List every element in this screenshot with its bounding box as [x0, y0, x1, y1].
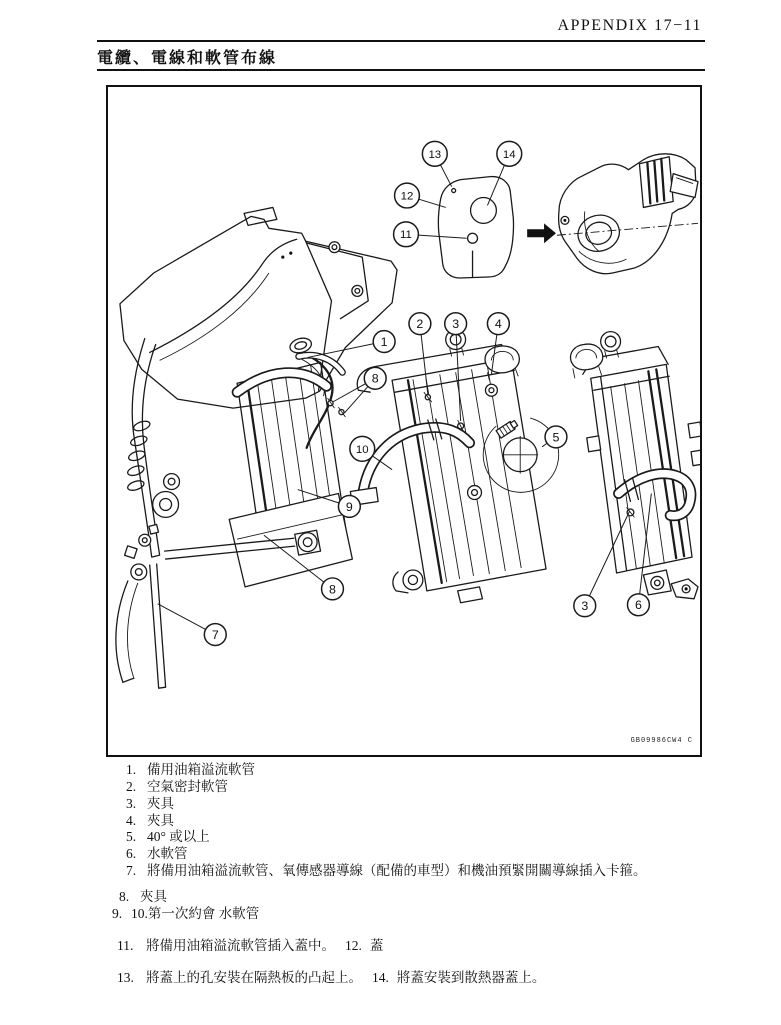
- item-text: 將備用油箱溢流軟管、氧傳感器導線（配備的車型）和機油預緊開關導線插入卡箍。: [147, 863, 647, 878]
- item-number: 3.: [126, 796, 137, 811]
- parts-list-row: [126, 779, 228, 795]
- parts-list-row: [126, 796, 174, 812]
- callout-leader-line: [332, 384, 365, 403]
- item-number: 13.: [117, 970, 134, 985]
- item-number: 14.: [372, 970, 389, 985]
- callout-number: 6: [634, 598, 642, 613]
- item-text: 將備用油箱溢流軟管插入蓋中。: [146, 938, 335, 953]
- callout-leader-line: [344, 386, 368, 413]
- item-number: 11.: [117, 938, 134, 953]
- item-text: 40° 或以上: [147, 829, 210, 844]
- item-text: 空氣密封軟管: [147, 779, 228, 794]
- callout-leader-line: [542, 443, 547, 447]
- callout-number: 9: [345, 499, 353, 514]
- parts-list-row: [117, 970, 545, 986]
- routing-diagram: [108, 87, 700, 755]
- section-title: 電纜、電線和軟管布線: [97, 50, 278, 67]
- diagram-frame: [106, 85, 702, 757]
- item-text: 將蓋安裝到散熱器蓋上。: [396, 970, 546, 985]
- item-number: 2.: [126, 779, 137, 794]
- item-text: 第一次約會 水軟管: [147, 906, 260, 921]
- parts-list-row: [117, 938, 383, 954]
- callout-number: 13: [428, 148, 442, 161]
- callout-number: 7: [211, 628, 219, 643]
- callout-number: 3: [452, 317, 460, 332]
- item-number: 8.: [119, 889, 130, 904]
- parts-list-row: [126, 846, 188, 862]
- parts-list-row: [126, 813, 174, 829]
- callout-number: 11: [400, 229, 412, 242]
- parts-list-row: [126, 829, 210, 845]
- callout-number: 5: [552, 430, 560, 445]
- callout-number: 14: [502, 148, 516, 161]
- item-number: 10.: [131, 906, 148, 921]
- item-number: 12.: [345, 938, 362, 953]
- cover-edge-hole: [452, 189, 456, 193]
- callout-number: 4: [494, 317, 502, 332]
- item-number: 5.: [126, 829, 137, 844]
- callout-number: 12: [400, 190, 414, 203]
- right-radiator-drawing: [570, 332, 700, 599]
- callout-number: 8: [371, 371, 379, 386]
- item-text: 將蓋上的孔安裝在隔熱板的凸起上。: [146, 970, 362, 985]
- header-divider: [97, 40, 705, 42]
- item-number: 4.: [126, 813, 137, 828]
- parts-list-row: [112, 906, 259, 922]
- item-number: 1.: [126, 762, 137, 777]
- callout-leader-line: [440, 165, 451, 187]
- cover-large-hole: [471, 198, 497, 224]
- item-text: 夾具: [147, 813, 174, 828]
- cover-inset-drawing: [438, 154, 698, 278]
- item-text: 夾具: [147, 796, 174, 811]
- arrow-icon: [527, 223, 556, 243]
- cover-small-hole: [468, 233, 478, 243]
- title-divider: [97, 69, 705, 71]
- item-text: 蓋: [369, 938, 384, 953]
- item-text: 水軟管: [147, 846, 188, 861]
- item-text: 備用油箱溢流軟管: [147, 762, 255, 777]
- callout-number: 3: [581, 599, 589, 614]
- item-number: 9.: [112, 906, 123, 921]
- item-number: 6.: [126, 846, 137, 861]
- figure-code: GB09986CW4 C: [630, 737, 693, 745]
- parts-list-row: [119, 889, 167, 905]
- appendix-header: APPENDIX 17−11: [557, 17, 702, 34]
- callout-number: 1: [380, 335, 388, 350]
- parts-list-row: [126, 762, 255, 778]
- callout-number: 10: [355, 443, 369, 456]
- callout-number: 8: [329, 582, 336, 597]
- callout-leader-line: [158, 604, 206, 630]
- item-number: 7.: [126, 863, 137, 878]
- item-text: 夾具: [140, 889, 167, 904]
- parts-list-row: [126, 863, 647, 879]
- callout-number: 2: [416, 317, 424, 332]
